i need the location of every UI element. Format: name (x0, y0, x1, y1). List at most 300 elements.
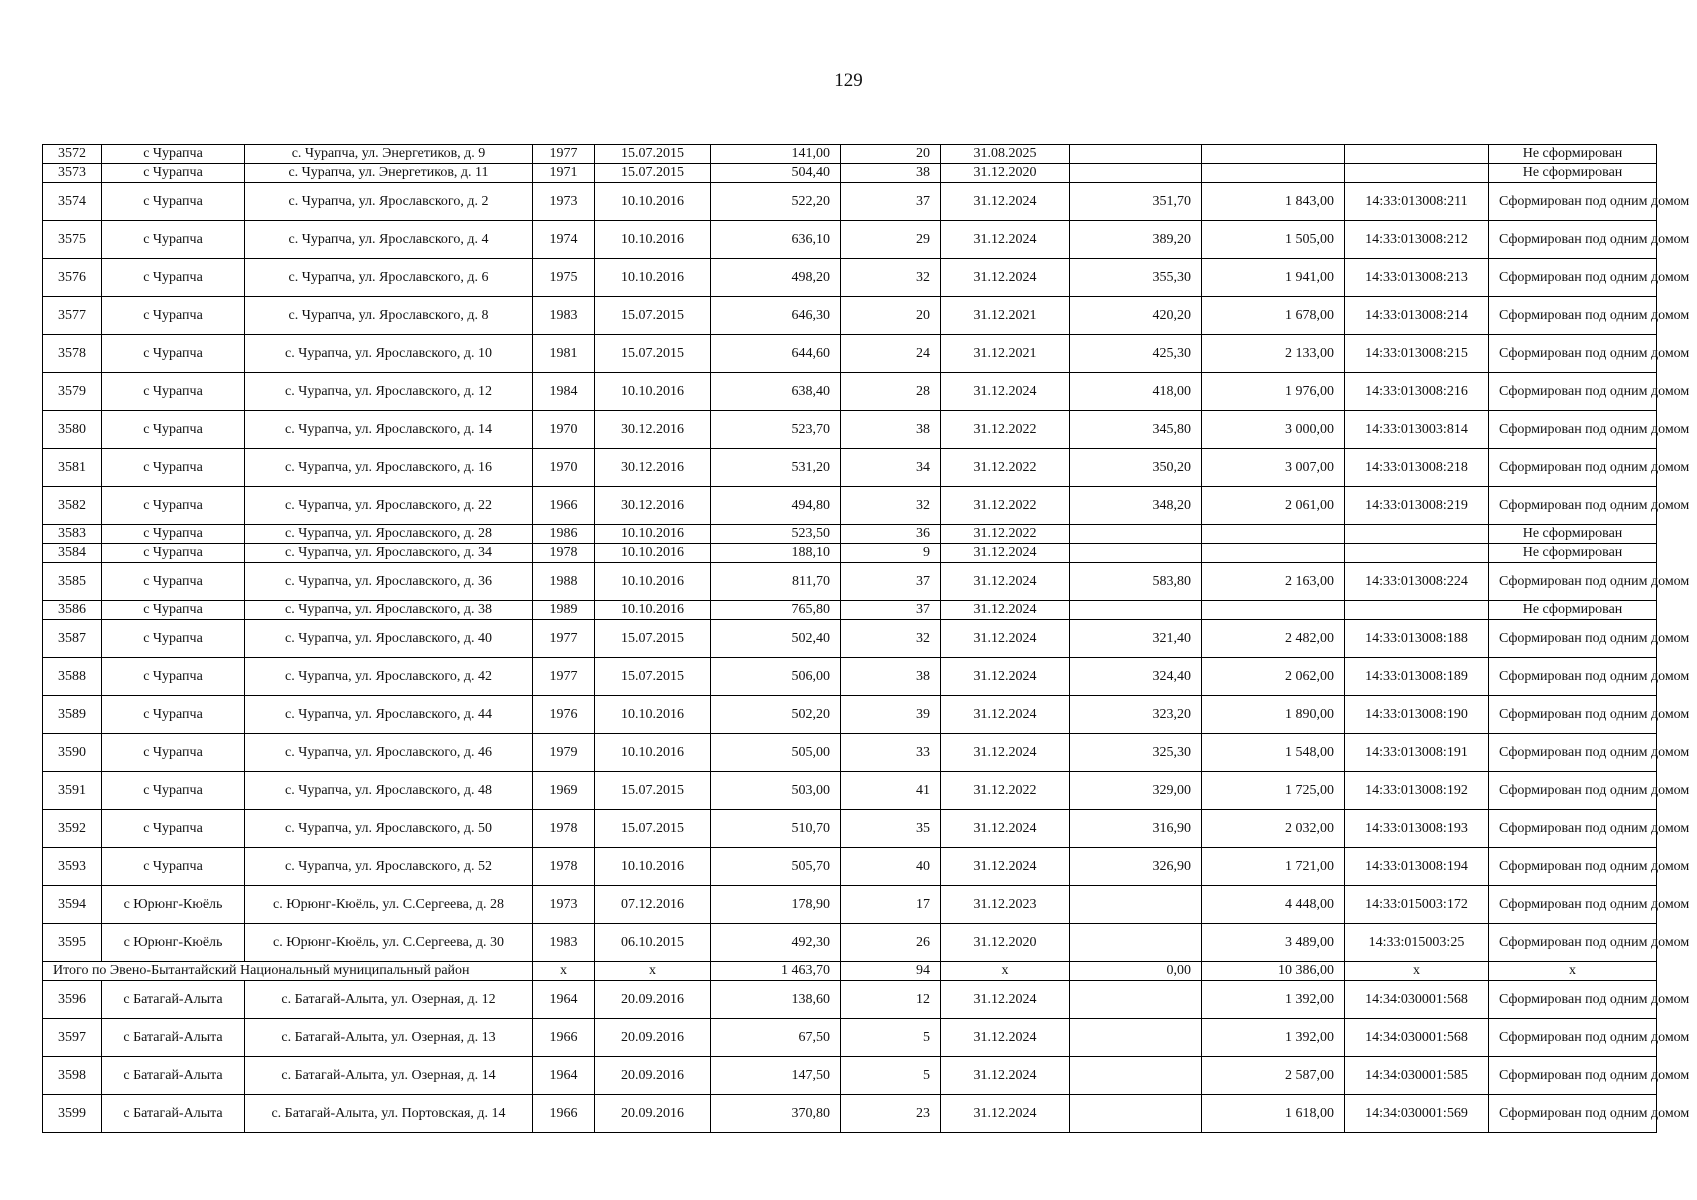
row-number: 3598 (43, 1057, 102, 1095)
row-number: 3574 (43, 183, 102, 221)
cadastral-area: 1 976,00 (1202, 373, 1345, 411)
row-number: 3585 (43, 563, 102, 601)
row-number: 3582 (43, 487, 102, 525)
table-row (43, 1019, 1657, 1057)
residents: 33 (841, 734, 941, 772)
cadastral-number: 14:33:013008:194 (1345, 848, 1489, 886)
housing-registry-table (42, 144, 1690, 1133)
planned-date: 31.12.2024 (941, 221, 1070, 259)
survey-date: 30.12.2016 (595, 487, 711, 525)
land-area: 324,40 (1070, 658, 1202, 696)
cadastral-area: 2 062,00 (1202, 658, 1345, 696)
year-built: 1988 (533, 563, 595, 601)
settlement: с Чурапча (102, 373, 245, 411)
address: с. Чурапча, ул. Ярославского, д. 8 (245, 297, 533, 335)
cadastral-number: 14:33:013008:188 (1345, 620, 1489, 658)
area: 178,90 (711, 886, 841, 924)
table-row (43, 335, 1657, 373)
table-row (43, 145, 1657, 164)
land-status: Сформирован под одним домом (1489, 259, 1657, 297)
residents: 34 (841, 449, 941, 487)
cadastral-number: 14:34:030001:568 (1345, 981, 1489, 1019)
address: с. Чурапча, ул. Энергетиков, д. 9 (245, 145, 533, 164)
cadastral-number: 14:33:015003:25 (1345, 924, 1489, 962)
area: 502,20 (711, 696, 841, 734)
survey-date: 15.07.2015 (595, 164, 711, 183)
year-built: 1973 (533, 183, 595, 221)
area: 503,00 (711, 772, 841, 810)
land-status: Не сформирован (1489, 145, 1657, 164)
year-built: 1970 (533, 411, 595, 449)
survey-date: 10.10.2016 (595, 848, 711, 886)
address: с. Чурапча, ул. Ярославского, д. 4 (245, 221, 533, 259)
cadastral-number: 14:33:013008:212 (1345, 221, 1489, 259)
cadastral-number: 14:33:013008:224 (1345, 563, 1489, 601)
survey-date: 10.10.2016 (595, 544, 711, 563)
cadastral-area: 1 392,00 (1202, 981, 1345, 1019)
settlement: с Чурапча (102, 525, 245, 544)
planned-date: 31.12.2022 (941, 449, 1070, 487)
row-number: 3577 (43, 297, 102, 335)
address: с. Батагай-Алыта, ул. Портовская, д. 14 (245, 1095, 533, 1133)
settlement: с Чурапча (102, 145, 245, 164)
land-status: Сформирован под одним домом (1489, 1095, 1657, 1133)
cadastral-number: 14:34:030001:568 (1345, 1019, 1489, 1057)
residents: 35 (841, 810, 941, 848)
address: с. Юрюнг-Кюёль, ул. С.Сергеева, д. 30 (245, 924, 533, 962)
survey-date: 20.09.2016 (595, 1057, 711, 1095)
survey-date: 20.09.2016 (595, 1019, 711, 1057)
area: 523,70 (711, 411, 841, 449)
survey-date: 10.10.2016 (595, 183, 711, 221)
land-area: 348,20 (1070, 487, 1202, 525)
cadastral-number (1345, 544, 1489, 563)
area: 188,10 (711, 544, 841, 563)
survey-date: 10.10.2016 (595, 734, 711, 772)
settlement: с Батагай-Алыта (102, 1019, 245, 1057)
settlement: с Чурапча (102, 810, 245, 848)
land-status: Сформирован под одним домом (1489, 335, 1657, 373)
area: 370,80 (711, 1095, 841, 1133)
survey-date: 15.07.2015 (595, 772, 711, 810)
survey-date: 10.10.2016 (595, 259, 711, 297)
row-number: 3576 (43, 259, 102, 297)
area: 505,00 (711, 734, 841, 772)
table-row (43, 886, 1657, 924)
settlement: с Чурапча (102, 658, 245, 696)
table-row (43, 449, 1657, 487)
land-area (1070, 164, 1202, 183)
planned-date: 31.12.2022 (941, 487, 1070, 525)
year-built: 1986 (533, 525, 595, 544)
cadastral-area: 1 941,00 (1202, 259, 1345, 297)
land-status: Сформирован под одним домом (1489, 183, 1657, 221)
address: с. Чурапча, ул. Ярославского, д. 22 (245, 487, 533, 525)
survey-date: 30.12.2016 (595, 449, 711, 487)
year-built: 1979 (533, 734, 595, 772)
cadastral-area (1202, 525, 1345, 544)
land-area: 351,70 (1070, 183, 1202, 221)
planned-date: 31.12.2024 (941, 544, 1070, 563)
land-area (1070, 1019, 1202, 1057)
survey-date: 07.12.2016 (595, 886, 711, 924)
row-number: 3583 (43, 525, 102, 544)
row-number: 3596 (43, 981, 102, 1019)
land-status: Сформирован под одним домом (1489, 696, 1657, 734)
settlement: с Чурапча (102, 544, 245, 563)
land-status: Не сформирован (1489, 164, 1657, 183)
settlement: с Чурапча (102, 487, 245, 525)
year-built: 1964 (533, 1057, 595, 1095)
row-number: 3586 (43, 601, 102, 620)
cadastral-area: 4 448,00 (1202, 886, 1345, 924)
row-number: 3580 (43, 411, 102, 449)
cadastral-number: 14:34:030001:585 (1345, 1057, 1489, 1095)
residents: 23 (841, 1095, 941, 1133)
year-built: 1977 (533, 658, 595, 696)
planned-date: 31.12.2024 (941, 981, 1070, 1019)
cadastral-number: 14:33:013008:192 (1345, 772, 1489, 810)
survey-date: 15.07.2015 (595, 810, 711, 848)
area: 67,50 (711, 1019, 841, 1057)
residents: 24 (841, 335, 941, 373)
land-status: Сформирован под одним домом (1489, 1057, 1657, 1095)
cadastral-area (1202, 164, 1345, 183)
planned-date: 31.12.2024 (941, 658, 1070, 696)
settlement: с Чурапча (102, 601, 245, 620)
table-row (43, 601, 1657, 620)
total-year: x (533, 962, 595, 981)
total-date: x (595, 962, 711, 981)
row-number: 3573 (43, 164, 102, 183)
total-area: 1 463,70 (711, 962, 841, 981)
address: с. Батагай-Алыта, ул. Озерная, д. 12 (245, 981, 533, 1019)
cadastral-number: 14:33:013008:219 (1345, 487, 1489, 525)
cadastral-number: 14:33:013008:190 (1345, 696, 1489, 734)
settlement: с Чурапча (102, 696, 245, 734)
row-number: 3588 (43, 658, 102, 696)
land-area: 418,00 (1070, 373, 1202, 411)
planned-date: 31.12.2024 (941, 810, 1070, 848)
area: 523,50 (711, 525, 841, 544)
row-number: 3594 (43, 886, 102, 924)
year-built: 1974 (533, 221, 595, 259)
land-area: 350,20 (1070, 449, 1202, 487)
area: 147,50 (711, 1057, 841, 1095)
address: с. Чурапча, ул. Ярославского, д. 52 (245, 848, 533, 886)
residents: 26 (841, 924, 941, 962)
row-number: 3591 (43, 772, 102, 810)
survey-date: 15.07.2015 (595, 620, 711, 658)
cadastral-area: 2 032,00 (1202, 810, 1345, 848)
table-row (43, 487, 1657, 525)
residents: 20 (841, 145, 941, 164)
address: с. Чурапча, ул. Энергетиков, д. 11 (245, 164, 533, 183)
cadastral-number (1345, 145, 1489, 164)
residents: 38 (841, 411, 941, 449)
settlement: с Юрюнг-Кюёль (102, 924, 245, 962)
year-built: 1981 (533, 335, 595, 373)
land-area (1070, 886, 1202, 924)
planned-date: 31.08.2025 (941, 145, 1070, 164)
planned-date: 31.12.2024 (941, 696, 1070, 734)
cadastral-area (1202, 544, 1345, 563)
row-number: 3589 (43, 696, 102, 734)
cadastral-number: 14:33:013008:193 (1345, 810, 1489, 848)
land-area (1070, 544, 1202, 563)
survey-date: 30.12.2016 (595, 411, 711, 449)
table-row (43, 221, 1657, 259)
address: с. Чурапча, ул. Ярославского, д. 12 (245, 373, 533, 411)
land-status: Сформирован под одним домом (1489, 848, 1657, 886)
table-row (43, 164, 1657, 183)
row-number: 3578 (43, 335, 102, 373)
cadastral-area: 2 482,00 (1202, 620, 1345, 658)
land-status: Сформирован под одним домом (1489, 487, 1657, 525)
land-area: 420,20 (1070, 297, 1202, 335)
address: с. Чурапча, ул. Ярославского, д. 48 (245, 772, 533, 810)
table-row (43, 620, 1657, 658)
area: 506,00 (711, 658, 841, 696)
cadastral-area: 1 678,00 (1202, 297, 1345, 335)
settlement: с Чурапча (102, 734, 245, 772)
row-number: 3575 (43, 221, 102, 259)
survey-date: 10.10.2016 (595, 601, 711, 620)
area: 531,20 (711, 449, 841, 487)
address: с. Чурапча, ул. Ярославского, д. 42 (245, 658, 533, 696)
address: с. Чурапча, ул. Ярославского, д. 6 (245, 259, 533, 297)
residents: 32 (841, 487, 941, 525)
address: с. Чурапча, ул. Ярославского, д. 38 (245, 601, 533, 620)
survey-date: 06.10.2015 (595, 924, 711, 962)
cadastral-area: 1 548,00 (1202, 734, 1345, 772)
cadastral-area: 3 489,00 (1202, 924, 1345, 962)
residents: 36 (841, 525, 941, 544)
cadastral-number: 14:33:013008:215 (1345, 335, 1489, 373)
land-status: Сформирован под одним домом (1489, 449, 1657, 487)
table-row (43, 525, 1657, 544)
total-residents: 94 (841, 962, 941, 981)
row-number: 3579 (43, 373, 102, 411)
land-status: Не сформирован (1489, 601, 1657, 620)
residents: 38 (841, 658, 941, 696)
table-row (43, 183, 1657, 221)
settlement: с Чурапча (102, 221, 245, 259)
land-status: Сформирован под одним домом (1489, 924, 1657, 962)
row-number: 3587 (43, 620, 102, 658)
cadastral-area: 1 618,00 (1202, 1095, 1345, 1133)
residents: 17 (841, 886, 941, 924)
cadastral-number: 14:33:013008:191 (1345, 734, 1489, 772)
cadastral-area: 2 061,00 (1202, 487, 1345, 525)
land-area (1070, 1057, 1202, 1095)
cadastral-number (1345, 601, 1489, 620)
year-built: 1966 (533, 1019, 595, 1057)
land-area: 355,30 (1070, 259, 1202, 297)
residents: 37 (841, 563, 941, 601)
survey-date: 15.07.2015 (595, 335, 711, 373)
row-number: 3584 (43, 544, 102, 563)
survey-date: 10.10.2016 (595, 525, 711, 544)
land-status: Не сформирован (1489, 544, 1657, 563)
cadastral-area: 1 843,00 (1202, 183, 1345, 221)
year-built: 1973 (533, 886, 595, 924)
land-area (1070, 601, 1202, 620)
land-area: 583,80 (1070, 563, 1202, 601)
planned-date: 31.12.2024 (941, 373, 1070, 411)
cadastral-area (1202, 601, 1345, 620)
area: 510,70 (711, 810, 841, 848)
table-row (43, 373, 1657, 411)
row-number: 3599 (43, 1095, 102, 1133)
planned-date: 31.12.2024 (941, 1019, 1070, 1057)
planned-date: 31.12.2022 (941, 411, 1070, 449)
survey-date: 15.07.2015 (595, 658, 711, 696)
address: с. Чурапча, ул. Ярославского, д. 36 (245, 563, 533, 601)
year-built: 1966 (533, 1095, 595, 1133)
survey-date: 15.07.2015 (595, 145, 711, 164)
table-row (43, 658, 1657, 696)
residents: 32 (841, 259, 941, 297)
residents: 9 (841, 544, 941, 563)
table-row (43, 1095, 1657, 1133)
land-status: Сформирован под одним домом (1489, 886, 1657, 924)
land-status: Сформирован под одним домом (1489, 810, 1657, 848)
cadastral-area: 1 725,00 (1202, 772, 1345, 810)
planned-date: 31.12.2024 (941, 620, 1070, 658)
planned-date: 31.12.2022 (941, 525, 1070, 544)
residents: 28 (841, 373, 941, 411)
land-area (1070, 981, 1202, 1019)
total-cadastral-area: 10 386,00 (1202, 962, 1345, 981)
land-area: 345,80 (1070, 411, 1202, 449)
area: 644,60 (711, 335, 841, 373)
area: 646,30 (711, 297, 841, 335)
year-built: 1977 (533, 145, 595, 164)
year-built: 1983 (533, 924, 595, 962)
residents: 39 (841, 696, 941, 734)
settlement: с Чурапча (102, 563, 245, 601)
residents: 41 (841, 772, 941, 810)
year-built: 1966 (533, 487, 595, 525)
area: 141,00 (711, 145, 841, 164)
land-area: 329,00 (1070, 772, 1202, 810)
cadastral-number: 14:33:013008:211 (1345, 183, 1489, 221)
year-built: 1971 (533, 164, 595, 183)
total-row (43, 962, 1657, 981)
residents: 29 (841, 221, 941, 259)
planned-date: 31.12.2024 (941, 183, 1070, 221)
survey-date: 15.07.2015 (595, 297, 711, 335)
address: с. Чурапча, ул. Ярославского, д. 40 (245, 620, 533, 658)
table-row (43, 810, 1657, 848)
survey-date: 20.09.2016 (595, 1095, 711, 1133)
residents: 37 (841, 601, 941, 620)
area: 811,70 (711, 563, 841, 601)
survey-date: 10.10.2016 (595, 221, 711, 259)
area: 636,10 (711, 221, 841, 259)
land-area: 321,40 (1070, 620, 1202, 658)
land-area (1070, 924, 1202, 962)
planned-date: 31.12.2024 (941, 259, 1070, 297)
settlement: с Батагай-Алыта (102, 1095, 245, 1133)
area: 505,70 (711, 848, 841, 886)
table-row (43, 924, 1657, 962)
residents: 32 (841, 620, 941, 658)
table-body (43, 145, 1690, 1133)
planned-date: 31.12.2021 (941, 335, 1070, 373)
land-status: Сформирован под одним домом (1489, 221, 1657, 259)
land-area (1070, 525, 1202, 544)
settlement: с Чурапча (102, 297, 245, 335)
cadastral-area: 2 133,00 (1202, 335, 1345, 373)
planned-date: 31.12.2024 (941, 1095, 1070, 1133)
survey-date: 20.09.2016 (595, 981, 711, 1019)
year-built: 1984 (533, 373, 595, 411)
residents: 5 (841, 1057, 941, 1095)
year-built: 1978 (533, 544, 595, 563)
table-row (43, 259, 1657, 297)
cadastral-number (1345, 164, 1489, 183)
address: с. Чурапча, ул. Ярославского, д. 50 (245, 810, 533, 848)
planned-date: 31.12.2024 (941, 848, 1070, 886)
land-status: Сформирован под одним домом (1489, 373, 1657, 411)
land-status: Сформирован под одним домом (1489, 563, 1657, 601)
cadastral-area: 3 000,00 (1202, 411, 1345, 449)
address: с. Чурапча, ул. Ярославского, д. 34 (245, 544, 533, 563)
cadastral-area: 2 587,00 (1202, 1057, 1345, 1095)
land-status: Сформирован под одним домом (1489, 297, 1657, 335)
table-row (43, 734, 1657, 772)
year-built: 1975 (533, 259, 595, 297)
settlement: с Чурапча (102, 335, 245, 373)
land-status: Сформирован под одним домом (1489, 658, 1657, 696)
address: с. Батагай-Алыта, ул. Озерная, д. 14 (245, 1057, 533, 1095)
settlement: с Батагай-Алыта (102, 1057, 245, 1095)
row-number: 3592 (43, 810, 102, 848)
table-row (43, 848, 1657, 886)
row-number: 3572 (43, 145, 102, 164)
land-area: 425,30 (1070, 335, 1202, 373)
row-number: 3597 (43, 1019, 102, 1057)
planned-date: 31.12.2024 (941, 1057, 1070, 1095)
year-built: 1964 (533, 981, 595, 1019)
table-row (43, 544, 1657, 563)
year-built: 1976 (533, 696, 595, 734)
settlement: с Юрюнг-Кюёль (102, 886, 245, 924)
residents: 37 (841, 183, 941, 221)
cadastral-area: 3 007,00 (1202, 449, 1345, 487)
land-area: 389,20 (1070, 221, 1202, 259)
row-number: 3590 (43, 734, 102, 772)
cadastral-number: 14:33:013008:218 (1345, 449, 1489, 487)
year-built: 1983 (533, 297, 595, 335)
residents: 38 (841, 164, 941, 183)
survey-date: 10.10.2016 (595, 563, 711, 601)
year-built: 1989 (533, 601, 595, 620)
table-row (43, 772, 1657, 810)
land-area: 316,90 (1070, 810, 1202, 848)
table-row (43, 1057, 1657, 1095)
row-number: 3595 (43, 924, 102, 962)
cadastral-number: 14:33:013008:213 (1345, 259, 1489, 297)
total-cadastral-number: x (1345, 962, 1489, 981)
total-land-status: x (1489, 962, 1657, 981)
land-area: 323,20 (1070, 696, 1202, 734)
cadastral-number: 14:33:013008:214 (1345, 297, 1489, 335)
area: 504,40 (711, 164, 841, 183)
planned-date: 31.12.2021 (941, 297, 1070, 335)
